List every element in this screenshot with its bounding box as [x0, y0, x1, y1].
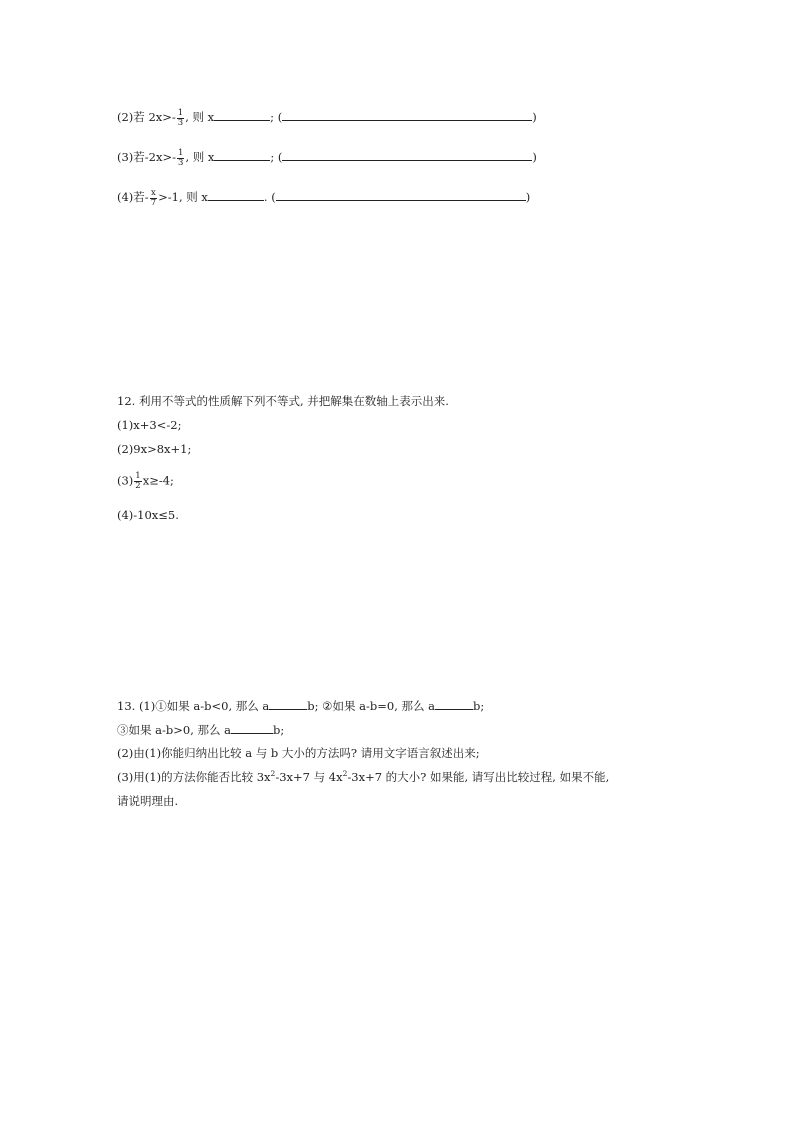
q12-item-3-rest: x≥-4;: [142, 473, 174, 488]
q13-line-4-c: -3x+7 的大小? 如果能, 请写出比较过程, 如果不能,: [347, 770, 610, 784]
item-4-denominator: 7: [150, 197, 157, 208]
q12-item-3-denominator: 2: [135, 481, 141, 491]
item-4-open-paren: (: [271, 190, 276, 204]
q12-item-3-numerator: 1: [135, 471, 141, 481]
q13-line-3: (2)由(1)你能归纳出比较 a 与 b 大小的方法吗? 请用文字语言叙述出来;: [117, 746, 480, 760]
item-3-reason-blank[interactable]: [282, 148, 532, 161]
item-2-numerator: 1: [177, 107, 184, 118]
q13-line-4-a: (3)用(1)的方法你能否比较 3x: [117, 770, 271, 784]
item-3-after: , 则 x: [185, 150, 215, 164]
item-2-denominator: 3: [177, 117, 184, 128]
q13-line-5: 请说明理由.: [117, 794, 179, 808]
item-4-sign: -: [144, 190, 149, 204]
q12-item-3-fraction: [134, 472, 141, 491]
q13-line-2: [117, 721, 284, 738]
item-3-fraction: [177, 149, 184, 168]
item-4-separator: .: [263, 190, 268, 204]
item-2-answer-blank[interactable]: [214, 108, 270, 121]
q12-item-4: (4)-10x≤5.: [117, 508, 179, 522]
q12-item-3: [117, 472, 174, 491]
q12-item-3-label: (3): [117, 473, 134, 488]
item-2-sign: -: [171, 110, 176, 124]
q13-line-1-a: 13. (1)①如果 a-b<0, 那么 a: [117, 699, 270, 713]
q13-exponent-2: 2: [342, 769, 348, 778]
q12-title: 12. 利用不等式的性质解下列不等式, 并把解集在数轴上表示出来.: [117, 394, 449, 408]
item-2-label: (2)若 2x>: [117, 110, 172, 124]
item-3-denominator: 3: [178, 157, 184, 168]
item-4-answer-blank[interactable]: [208, 188, 264, 201]
q13-line-2-a: ③如果 a-b>0, 那么 a: [117, 723, 232, 737]
item-2-close-paren: ): [532, 110, 537, 124]
q12-item-2: (2)9x>8x+1;: [117, 442, 192, 456]
item-2-after: , 则 x: [185, 110, 215, 124]
q13-blank-1[interactable]: [269, 697, 307, 710]
item-2: [117, 108, 537, 128]
item-4: [117, 188, 530, 208]
item-4-reason-blank[interactable]: [276, 188, 526, 201]
q13-line-1-b: b; ②如果 a-b=0, 那么 a: [307, 699, 436, 713]
q13-exponent-1: 2: [270, 769, 276, 778]
q13-line-2-b: b;: [273, 723, 285, 737]
item-3-answer-blank[interactable]: [214, 148, 270, 161]
q13-line-1: [117, 697, 484, 714]
q13-line-1-c: b;: [473, 699, 485, 713]
q13-blank-3[interactable]: [231, 721, 273, 734]
q13-line-4-b: -3x+7 与 4x: [275, 770, 343, 784]
item-4-fraction: [150, 189, 157, 208]
item-3: [117, 148, 537, 168]
item-2-fraction: [177, 109, 184, 128]
item-3-numerator: 1: [178, 147, 184, 158]
q13-blank-2[interactable]: [435, 697, 473, 710]
q12-item-1: (1)x+3<-2;: [117, 418, 182, 432]
item-2-separator: ;: [270, 110, 275, 124]
item-2-open-paren: (: [277, 110, 283, 124]
item-3-sign: -: [172, 150, 177, 164]
item-3-label: (3)若-2x>: [117, 150, 173, 164]
item-4-numerator: x: [151, 187, 156, 198]
item-4-after: >-1, 则 x: [158, 190, 208, 204]
item-4-label: (4)若: [117, 190, 145, 204]
item-3-open-paren: (: [277, 150, 283, 164]
item-2-reason-blank[interactable]: [282, 108, 532, 121]
item-4-close-paren: ): [525, 190, 531, 204]
item-3-close-paren: ): [532, 150, 537, 164]
item-3-separator: ;: [270, 150, 275, 164]
q13-line-4: [117, 769, 609, 785]
